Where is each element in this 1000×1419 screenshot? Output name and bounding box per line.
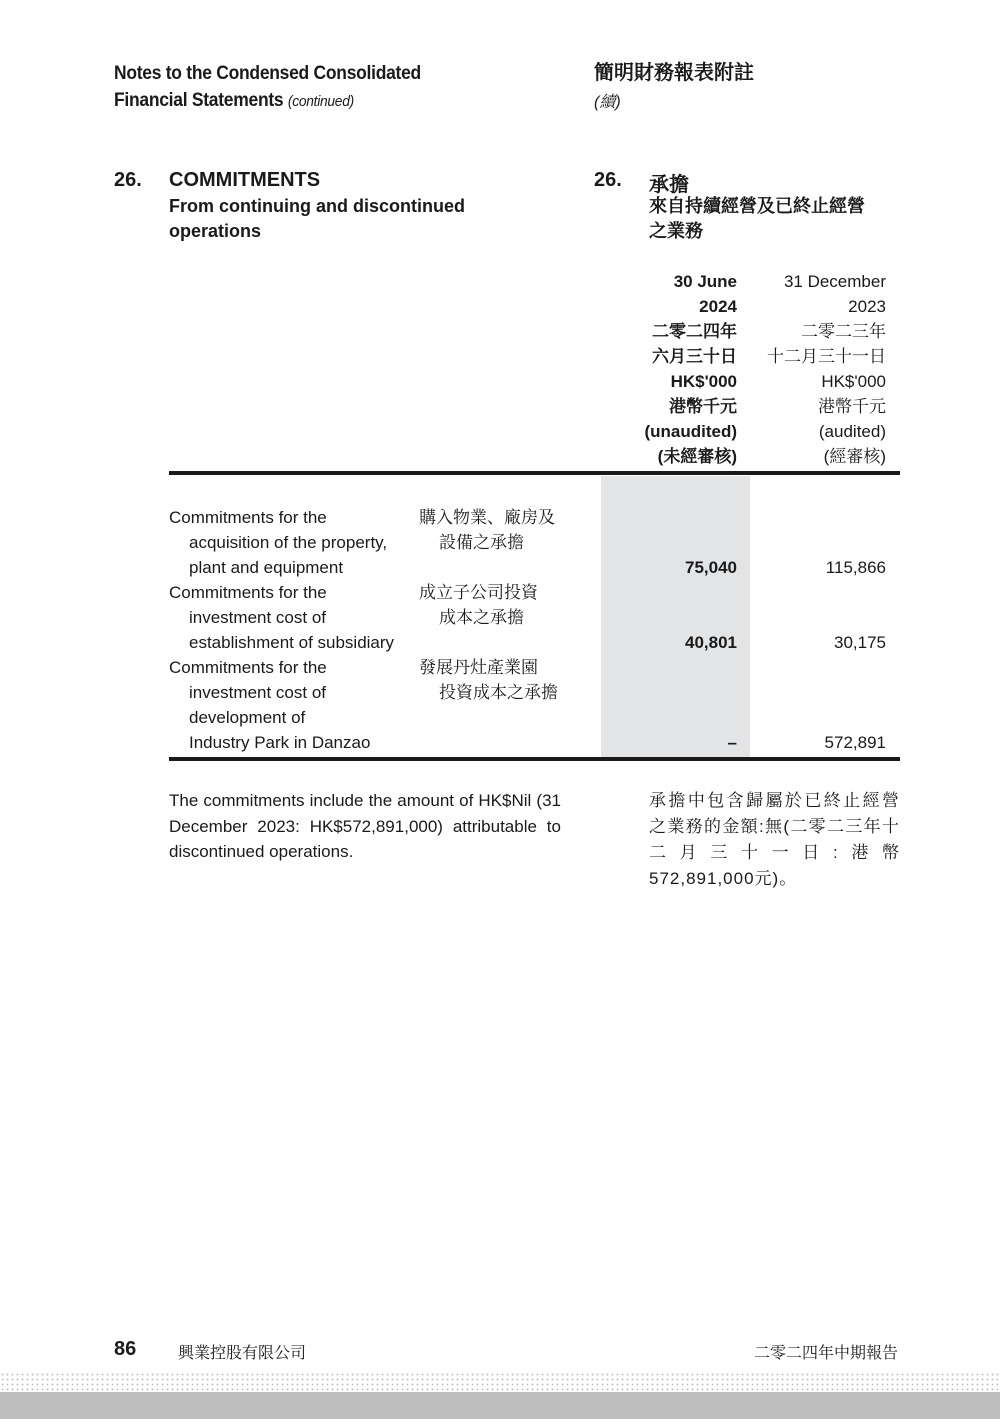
col2023-date-zh-2: 十二月三十一日 <box>767 347 886 366</box>
note-zh: 承擔中包含歸屬於已終止經營之業務的金額:無(二零二三年十二月三十一日:港幣572,891,000元)。 <box>649 791 900 888</box>
column-header-2023 <box>767 269 886 469</box>
row2-value-2024: 40,801 <box>685 633 737 652</box>
column-header-2024 <box>644 269 737 469</box>
col2023-unit-en: HK$'000 <box>821 372 886 391</box>
row3-en-line3: development of <box>189 708 306 727</box>
row3-value-2024: – <box>727 733 737 752</box>
row1-zh-line1: 購入物業、廠房及 <box>419 508 555 527</box>
row3-en-line1: Commitments for the <box>169 658 327 677</box>
header-zh-continued: (續) <box>594 94 621 111</box>
row1-value-2023: 115,866 <box>825 558 886 577</box>
col2024-status-en: (unaudited) <box>644 422 737 441</box>
note-en: The commitments include the amount of HK$Nil (31 December 2023: HK$572,891,000) attributable to discontinued operations. <box>169 791 561 861</box>
footer-report-name: 二零二四年中期報告 <box>753 1345 898 1362</box>
row1-zh-line2: 設備之承擔 <box>439 533 524 552</box>
col2023-date-en-1: 31 December <box>783 272 886 291</box>
section-subtitle-en-line2: operations <box>169 221 262 241</box>
footer-band <box>0 1392 1000 1419</box>
table-bottom-rule <box>169 757 900 761</box>
header-en <box>114 60 421 115</box>
col2023-date-en-2: 2023 <box>848 297 886 316</box>
row1-value-2024: 75,040 <box>685 558 737 577</box>
row2-en-line3: establishment of subsidiary <box>189 633 395 652</box>
col2024-date-zh-1: 二零二四年 <box>652 322 737 341</box>
col2023-status-zh: (經審核) <box>823 447 886 466</box>
table-row-2-label-zh <box>419 580 538 630</box>
section-title-en: COMMITMENTS <box>169 169 321 191</box>
row3-zh-line2: 投資成本之承擔 <box>439 683 558 702</box>
page-number: 86 <box>114 1338 137 1360</box>
col2024-unit-zh: 港幣千元 <box>669 397 737 416</box>
table-top-rule <box>169 471 900 475</box>
section-subtitle-zh-line1: 來自持續經營及已終止經營 <box>649 196 865 216</box>
row1-en-line1: Commitments for the <box>169 508 327 527</box>
row3-zh-line1: 發展丹灶產業園 <box>419 658 538 677</box>
section-subtitle-en-line1: From continuing and discontinued <box>169 196 465 216</box>
row1-en-line2: acquisition of the property, <box>189 533 388 552</box>
table-row-1-label-zh <box>419 505 555 555</box>
row2-en-line2: investment cost of <box>189 608 327 627</box>
col2023-status-en: (audited) <box>818 422 886 441</box>
row1-en-line3: plant and equipment <box>189 558 344 577</box>
section-title-zh: 承擔 <box>649 174 689 196</box>
col2023-unit-zh: 港幣千元 <box>818 397 886 416</box>
footer-company-name: 興業控股有限公司 <box>178 1345 307 1362</box>
col2024-status-zh: (未經審核) <box>657 447 737 466</box>
row2-zh-line1: 成立子公司投資 <box>419 583 538 602</box>
header-en-line2-text: Financial Statements <box>114 90 284 111</box>
table-row-2-label-en <box>169 580 394 655</box>
row3-en-line4: Industry Park in Danzao <box>189 733 371 752</box>
section-subtitle-zh-line2: 之業務 <box>649 221 703 241</box>
col2024-date-zh-2: 六月三十日 <box>652 347 737 366</box>
header-en-line2 <box>114 87 421 115</box>
table-row-3-label-en <box>169 655 370 755</box>
section-subtitle-en <box>169 194 465 244</box>
section-subtitle-zh <box>649 194 865 244</box>
header-en-line1: Notes to the Condensed Consolidated <box>114 63 421 84</box>
col2024-date-en-1: 30 June <box>673 272 737 291</box>
section-number-en: 26. <box>114 169 142 191</box>
col2023-date-zh-1: 二零二三年 <box>801 322 886 341</box>
table-row-1-label-en <box>169 505 387 580</box>
footer-dot-pattern <box>0 1372 1000 1392</box>
row3-value-2023: 572,891 <box>824 733 886 752</box>
row2-zh-line2: 成本之承擔 <box>439 608 524 627</box>
section-number-zh: 26. <box>594 169 622 191</box>
col2024-date-en-2: 2024 <box>699 297 737 316</box>
header-en-continued: (continued) <box>287 93 354 110</box>
table-row-3-label-zh <box>419 655 558 705</box>
col2024-unit-en: HK$'000 <box>670 372 737 391</box>
row2-en-line1: Commitments for the <box>169 583 327 602</box>
row3-en-line2: investment cost of <box>189 683 327 702</box>
header-zh-title: 簡明財務報表附註 <box>594 62 754 84</box>
current-period-shading <box>601 476 750 757</box>
row2-value-2023: 30,175 <box>834 633 886 652</box>
header-zh <box>594 58 754 118</box>
